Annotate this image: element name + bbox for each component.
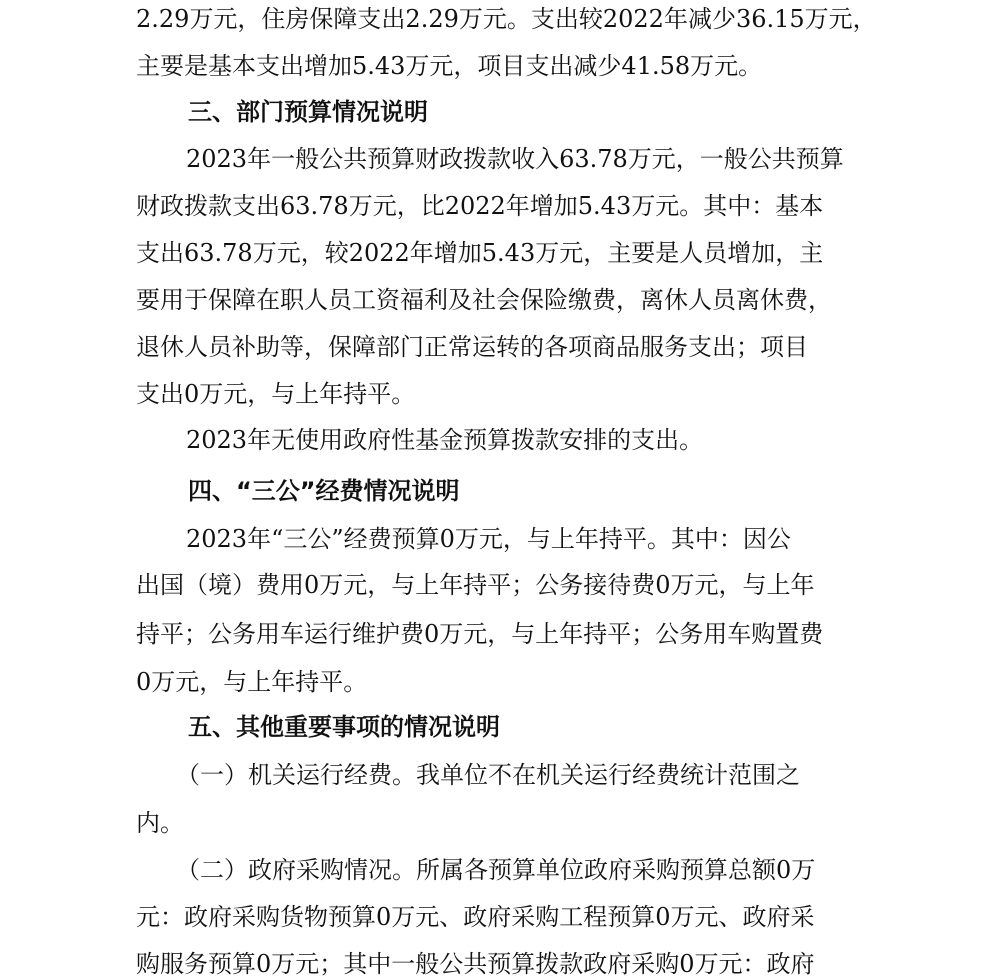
body-text-line: 主要是基本支出增加5.43万元，项目支出减少41.58万元。	[136, 52, 763, 80]
section-heading-3: 三、部门预算情况说明	[188, 98, 428, 126]
body-text-line: 出国（境）费用0万元，与上年持平；公务接待费0万元，与上年	[136, 571, 815, 599]
body-text-line: 内。	[136, 809, 184, 837]
body-text-line: 支出0万元，与上年持平。	[136, 380, 416, 408]
body-text-line: 0万元，与上年持平。	[136, 668, 368, 696]
body-text-line: 持平；公务用车运行维护费0万元，与上年持平；公务用车购置费	[136, 620, 824, 648]
body-text-line: 元：政府采购货物预算0万元、政府采购工程预算0万元、政府采	[136, 903, 815, 931]
body-text-line: 要用于保障在职人员工资福利及社会保险缴费，离休人员离休费，	[136, 286, 832, 314]
paragraph-first-line: 2023年一般公共预算财政拨款收入63.78万元，一般公共预算	[186, 145, 844, 173]
paragraph-first-line: 2023年无使用政府性基金预算拨款安排的支出。	[186, 426, 704, 454]
paragraph-first-line: （一）机关运行经费。我单位不在机关运行经费统计范围之	[176, 761, 800, 789]
body-text-line: 支出63.78万元，较2022年增加5.43万元，主要是人员增加，主	[136, 239, 824, 267]
paragraph-first-line: （二）政府采购情况。所属各预算单位政府采购预算总额0万	[176, 856, 816, 884]
body-text-line: 退休人员补助等，保障部门正常运转的各项商品服务支出；项目	[136, 333, 808, 361]
body-text-line: 2.29万元，住房保障支出2.29万元。支出较2022年减少36.15万元，	[136, 5, 877, 33]
section-heading-5: 五、其他重要事项的情况说明	[188, 713, 500, 741]
section-heading-4: 四、“三公”经费情况说明	[188, 477, 460, 505]
body-text-line: 购服务预算0万元；其中一般公共预算拨款政府采购0万元：政府	[136, 950, 815, 978]
body-text-line: 财政拨款支出63.78万元，比2022年增加5.43万元。其中：基本	[136, 192, 824, 220]
paragraph-first-line: 2023年“三公”经费预算0万元，与上年持平。其中：因公	[186, 525, 791, 553]
